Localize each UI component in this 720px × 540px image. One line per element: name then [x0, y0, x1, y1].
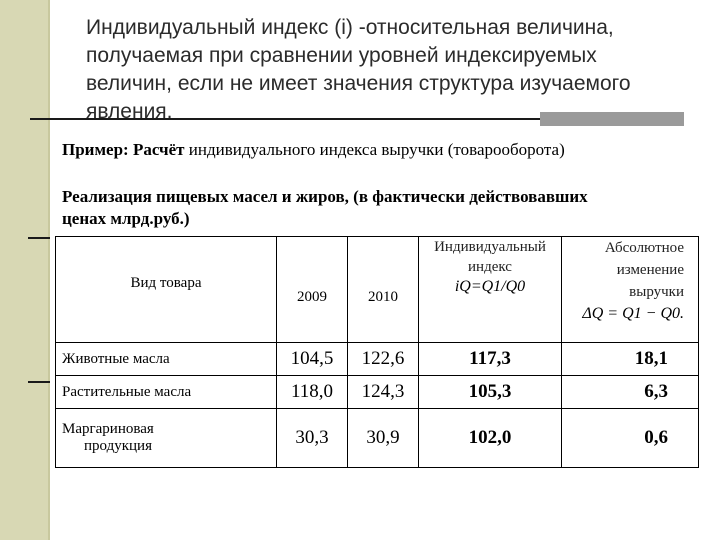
header-index-line-2: индекс — [468, 259, 512, 275]
intro-line-4: явления. — [86, 100, 173, 123]
row-2010: 30,9 — [348, 409, 419, 468]
intro-line-2: получаемая при сравнении уровней индексируемых — [86, 44, 597, 67]
row-abs: 0,6 — [562, 409, 699, 468]
row-2009: 30,3 — [277, 409, 348, 468]
example-prefix: Пример: Расчёт — [62, 140, 185, 159]
sales-table — [55, 236, 699, 468]
row-2010: 124,3 — [348, 376, 419, 409]
row-index: 117,3 — [419, 343, 562, 376]
left-tick-1 — [28, 237, 50, 239]
header-abs-formula: ΔQ = Q1 − Q0. — [582, 305, 684, 322]
left-bar-edge — [48, 0, 50, 540]
row-name-line-2: продукция — [84, 438, 152, 454]
table-header-row — [56, 237, 699, 343]
row-abs: 6,3 — [562, 376, 699, 409]
row-name: Животные масла — [56, 343, 277, 376]
row-name — [56, 409, 277, 468]
row-index: 105,3 — [419, 376, 562, 409]
header-abs-line-2: изменение — [616, 262, 684, 278]
header-abs-change — [562, 237, 699, 343]
header-2010: 2010 — [348, 237, 419, 343]
row-2009: 104,5 — [277, 343, 348, 376]
intro-definition — [86, 14, 666, 126]
table-row — [56, 409, 699, 468]
row-index: 102,0 — [419, 409, 562, 468]
row-name-line-1: Маргариновая — [62, 421, 154, 437]
intro-line-3: величин, если не имеет значения структура изучаемого — [86, 72, 631, 95]
realization-caption — [62, 186, 702, 230]
intro-line-1: Индивидуальный индекс (i) -относительная величина, — [86, 16, 614, 39]
row-name: Растительные масла — [56, 376, 277, 409]
left-decorative-bar — [0, 0, 48, 540]
header-abs-line-3: выручки — [629, 284, 684, 300]
header-2009: 2009 — [277, 237, 348, 343]
header-index-line-1: Индивидуальный — [434, 239, 546, 255]
example-rest: индивидуального индекса выручки (товарооборота) — [184, 140, 565, 159]
table-row — [56, 343, 699, 376]
left-tick-2 — [28, 381, 50, 383]
realization-line-1: Реализация пищевых масел и жиров, (в фактически действовавших — [62, 187, 588, 206]
row-2010: 122,6 — [348, 343, 419, 376]
header-product: Вид товара — [56, 237, 277, 343]
header-abs-line-1: Абсолютное — [604, 240, 684, 256]
row-2009: 118,0 — [277, 376, 348, 409]
row-abs: 18,1 — [562, 343, 699, 376]
table-row — [56, 376, 699, 409]
header-index-formula: iQ=Q1/Q0 — [454, 278, 526, 295]
header-index — [419, 237, 562, 343]
example-heading — [62, 139, 565, 161]
realization-line-2: ценах млрд.руб.) — [62, 209, 190, 228]
